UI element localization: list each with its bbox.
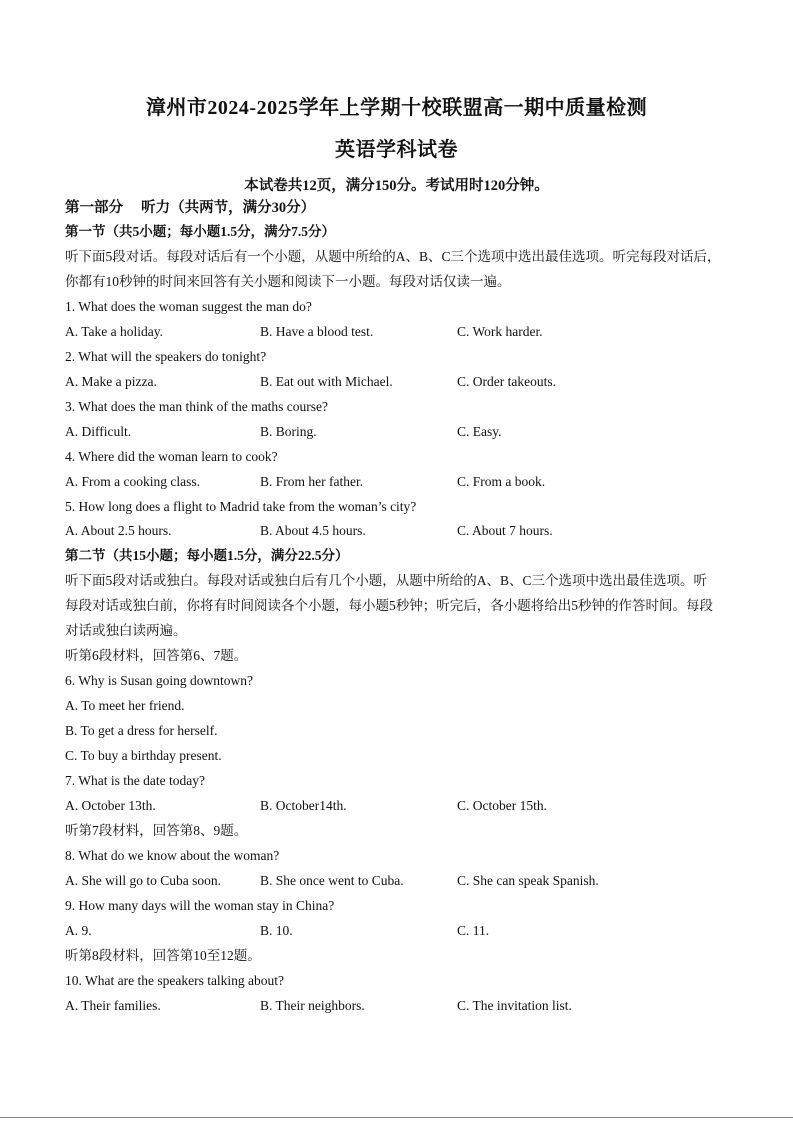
q6-option-c: C. To buy a birthday present. <box>65 748 222 763</box>
section1-heading: 第一节（共5小题；每小题1.5分，满分7.5分） <box>65 224 335 239</box>
part1-heading: 第一部分 听力（共两节，满分30分） <box>65 200 316 216</box>
section2-instruction-line: 听下面5段对话或独白。每段对话或独白后有几个小题，从题中所给的A、B、C三个选项中选出最佳选项。听 <box>65 573 708 588</box>
q8-option-a: A. She will go to Cuba soon. <box>65 873 222 888</box>
question-7: 7. What is the date today? <box>65 773 205 788</box>
question-5: 5. How long does a flight to Madrid take from the woman’s city? <box>65 499 417 514</box>
q5-option-c: C. About 7 hours. <box>457 523 553 538</box>
page-bottom-divider <box>0 1117 793 1118</box>
q1-option-c: C. Work harder. <box>457 324 543 339</box>
section2-heading: 第二节（共15小题；每小题1.5分，满分22.5分） <box>65 548 349 563</box>
q2-option-c: C. Order takeouts. <box>457 374 556 389</box>
q3-option-a: A. Difficult. <box>65 424 132 439</box>
exam-info: 本试卷共12页，满分150分。考试用时120分钟。 <box>244 178 549 194</box>
q3-option-b: B. Boring. <box>260 424 317 439</box>
question-9: 9. How many days will the woman stay in China? <box>65 898 335 913</box>
question-2: 2. What will the speakers do tonight? <box>65 349 267 364</box>
material-8-note: 听第8段材料，回答第10至12题。 <box>65 948 261 963</box>
q7-option-b: B. October14th. <box>260 798 347 813</box>
exam-title: 漳州市2024-2025学年上学期十校联盟高一期中质量检测 <box>145 97 648 119</box>
section1-instruction-line: 你都有10秒钟的时间来回答有关小题和阅读下一小题。每段对话仅读一遍。 <box>65 274 511 289</box>
q9-option-c: C. 11. <box>457 923 490 938</box>
q1-option-b: B. Have a blood test. <box>260 324 374 339</box>
q10-option-a: A. Their families. <box>65 998 161 1013</box>
question-1: 1. What does the woman suggest the man do? <box>65 299 312 314</box>
material-6-note: 听第6段材料，回答第6、7题。 <box>65 648 248 663</box>
question-4: 4. Where did the woman learn to cook? <box>65 449 278 464</box>
q4-option-c: C. From a book. <box>457 474 546 489</box>
question-10: 10. What are the speakers talking about? <box>65 973 285 988</box>
q1-option-a: A. Take a holiday. <box>65 324 164 339</box>
q5-option-a: A. About 2.5 hours. <box>65 523 172 538</box>
q7-option-a: A. October 13th. <box>65 798 156 813</box>
q10-option-b: B. Their neighbors. <box>260 998 365 1013</box>
q2-option-b: B. Eat out with Michael. <box>260 374 393 389</box>
section2-instruction-line: 对话或独白读两遍。 <box>65 623 187 638</box>
q9-option-a: A. 9. <box>65 923 92 938</box>
question-8: 8. What do we know about the woman? <box>65 848 280 863</box>
section2-instruction-line: 每段对话或独白前，你将有时间阅读各个小题，每小题5秒钟；听完后，各小题将给出5秒钟的作答时间。每段 <box>65 598 713 613</box>
exam-subtitle: 英语学科试卷 <box>335 139 458 161</box>
question-6: 6. Why is Susan going downtown? <box>65 673 253 688</box>
q8-option-c: C. She can speak Spanish. <box>457 873 599 888</box>
q10-option-c: C. The invitation list. <box>457 998 572 1013</box>
q5-option-b: B. About 4.5 hours. <box>260 523 366 538</box>
q9-option-b: B. 10. <box>260 923 293 938</box>
q6-option-b: B. To get a dress for herself. <box>65 723 218 738</box>
q7-option-c: C. October 15th. <box>457 798 547 813</box>
question-3: 3. What does the man think of the maths course? <box>65 399 328 414</box>
q8-option-b: B. She once went to Cuba. <box>260 873 404 888</box>
q2-option-a: A. Make a pizza. <box>65 374 157 389</box>
q3-option-c: C. Easy. <box>457 424 502 439</box>
material-7-note: 听第7段材料，回答第8、9题。 <box>65 823 248 838</box>
q4-option-b: B. From her father. <box>260 474 364 489</box>
q4-option-a: A. From a cooking class. <box>65 474 200 489</box>
q6-option-a: A. To meet her friend. <box>65 698 185 713</box>
section1-instruction-line: 听下面5段对话。每段对话后有一个小题，从题中所给的A、B、C三个选项中选出最佳选项。听完每段对话后， <box>65 249 721 264</box>
